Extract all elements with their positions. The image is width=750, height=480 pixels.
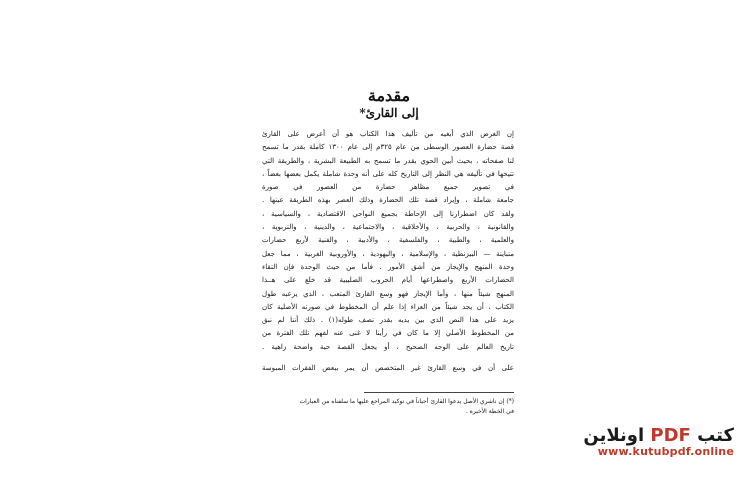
body-text <box>262 128 514 375</box>
text-line: ولقد كان اضطرارنا إلى الإحاطة بجميع النواحي الاقتصادية ، والسياسية ، <box>262 209 514 218</box>
paragraph-1 <box>262 128 514 354</box>
watermark-word-pdf: PDF <box>650 425 691 446</box>
text-line: متباينة — البيزنطية ، والإسلامية ، واليهودية ، والأوروبية الغربية ، مما جعل <box>262 249 514 258</box>
watermark-url: www.kutubpdf.online <box>597 445 734 458</box>
text-line: لنا صفحاته ، بحيث أبين الحوي بقدر ما تسمح به الطبيعة البشرية ، والطريقة التي <box>262 156 514 165</box>
watermark-word-online: اونلاين <box>583 425 645 446</box>
text-line: من المخطوط الأصلي إلا ما كان في رأينا لا غنى عنه لفهم تلك الفترة من <box>262 329 514 338</box>
text-line: على أن في وسع القارئ غير المتخصص أن يمر ببعض الفقرات المبوسة <box>262 364 514 373</box>
text-line: وحدة المنهج والإيجاز من أشق الأمور . فأما من حيث الوحدة فإن التقاء <box>262 262 514 271</box>
book-page <box>258 58 520 430</box>
text-line: الكتاب ، أن يجد شيئاً من العزاء إذا علم أن المخطوط في صورته الأصلية كان <box>262 302 514 311</box>
footnote <box>262 397 514 417</box>
text-line: قصة حضارة العصور الوسطى من عام ٣٢٥م إلى عام ١٣٠٠ كاملة بقدر ما تسمح <box>262 143 514 152</box>
text-line: والقانونية ، والحربية ، والأخلاقية ، والاجتماعية ، والدينية ، والتربوية ، <box>262 223 514 232</box>
text-line: جامعة شاملة ، وإيراد قصة تلك الحضارة وذلك العصر بهذه الطريقة عينها . <box>262 196 514 205</box>
text-line: في تصوير جميع مظاهر حضارة من العصور في صورة <box>262 183 514 192</box>
watermark-brand <box>544 425 734 446</box>
page-subtitle: إلى القارئ* <box>359 106 419 120</box>
footnote-line: في الخطة الأخيرة . <box>465 408 514 415</box>
text-line: تاريخ العالم على الوجه الصحيح ، أو يجعل القصة حية واضحة زاهية . <box>262 342 514 351</box>
text-line: والعلمية ، والطبية ، والفلسفية ، والأدبية ، والفنية لأربع حضارات <box>262 236 514 245</box>
footnote-divider <box>364 392 514 393</box>
watermark-word-kutub: كتب <box>697 425 734 446</box>
watermark-logo <box>544 425 734 458</box>
text-line: يزيد على هذا النص الذي بين يديه بقدر نصف طوله(١) . ذلك أننا لم نبق <box>262 316 514 325</box>
text-line: تتيحها في تأليفه هي النظر إلى التاريخ كله على أنه وحدة شاملة يكمل بعضها بعضاً ، <box>262 169 514 178</box>
paragraph-2 <box>262 362 514 375</box>
page-title: مقدمة <box>367 86 411 105</box>
footnote-line: (*) إن ناشري الأصل يدعوا القارئ أحياناً في توكيد المراجع عليها ما سلفناه من العبارات <box>299 398 514 405</box>
text-line: الحضارات الأربع واصطراعها أيام الحروب الصليبية قد خلع على هــذا <box>262 276 514 285</box>
text-line: المنهج شيئاً منها ، وأما الإيجاز فهو وسع القارئ المتعب ، الذي يرعبه طول <box>262 289 514 298</box>
text-line: إن الغرض الذي أبغيه من تأليف هذا الكتاب هو أن أعرض على القارئ <box>262 130 514 138</box>
